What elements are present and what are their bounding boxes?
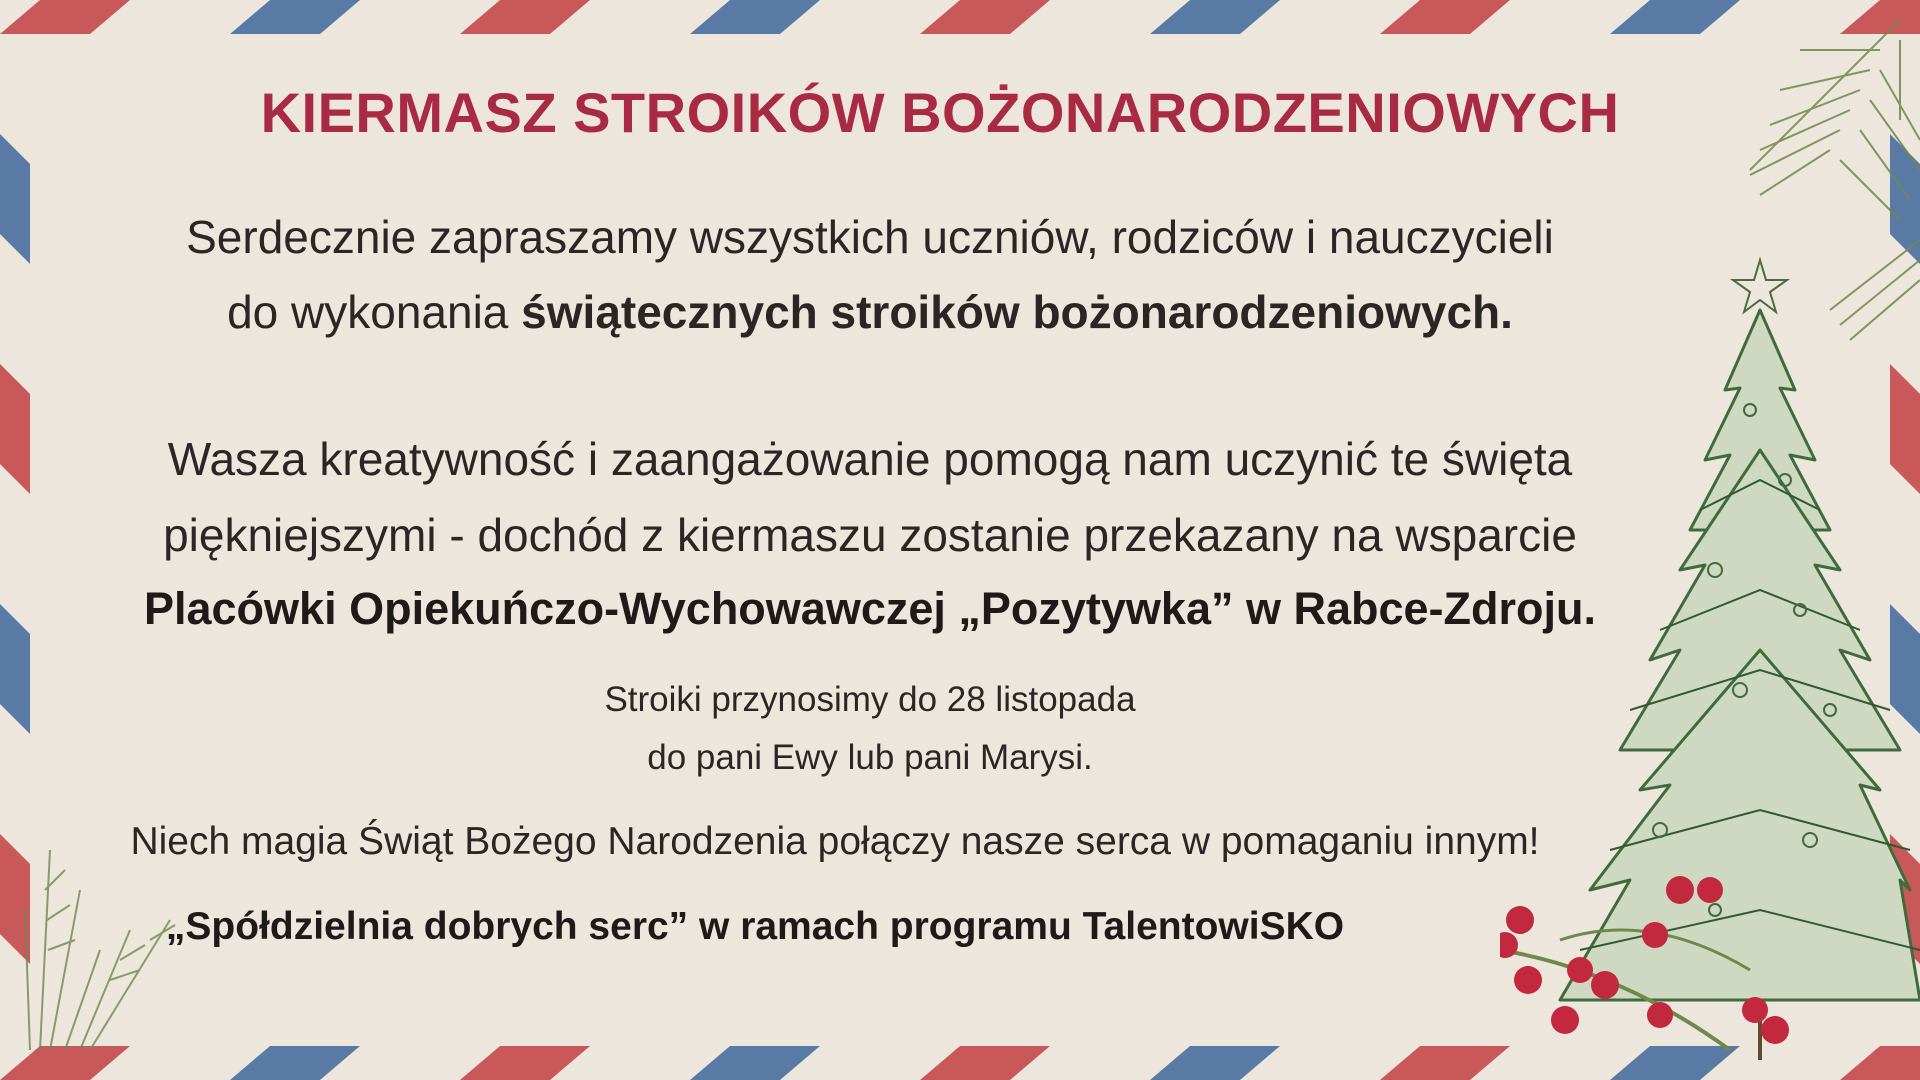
wish-text: Niech magia Świąt Bożego Narodzenia połączy nasze serca w pomaganiu innym! xyxy=(130,820,1540,863)
intro-line-2 xyxy=(0,285,1740,339)
support-line-3: Placówki Opiekuńczo-Wychowawczej „Pozytywka” w Rabce-Zdroju. xyxy=(143,583,1597,634)
delivery-line-2: do pani Ewy lub pani Marysi. xyxy=(647,738,1093,777)
intro-line-1: Serdecznie zapraszamy wszystkich uczniów, rodziców i nauczycieli xyxy=(186,211,1554,263)
delivery-line-1: Stroiki przynosimy do 28 listopada xyxy=(604,680,1136,719)
footer-text: „Spółdzielnia dobrych serc” w ramach programu TalentowiSKO xyxy=(165,905,1345,948)
intro-line-2-bold: świątecznych stroików bożonarodzeniowych. xyxy=(521,286,1513,338)
page-title: KIERMASZ STROIKÓW BOŻONARODZENIOWYCH xyxy=(260,81,1620,144)
intro-line-2-text: do wykonania xyxy=(227,286,522,338)
support-line-2: piękniejszymi - dochód z kiermaszu zostanie przekazany na wsparcie xyxy=(163,509,1577,561)
support-line-1: Wasza kreatywność i zaangażowanie pomogą nam uczynić te święta xyxy=(167,433,1573,485)
